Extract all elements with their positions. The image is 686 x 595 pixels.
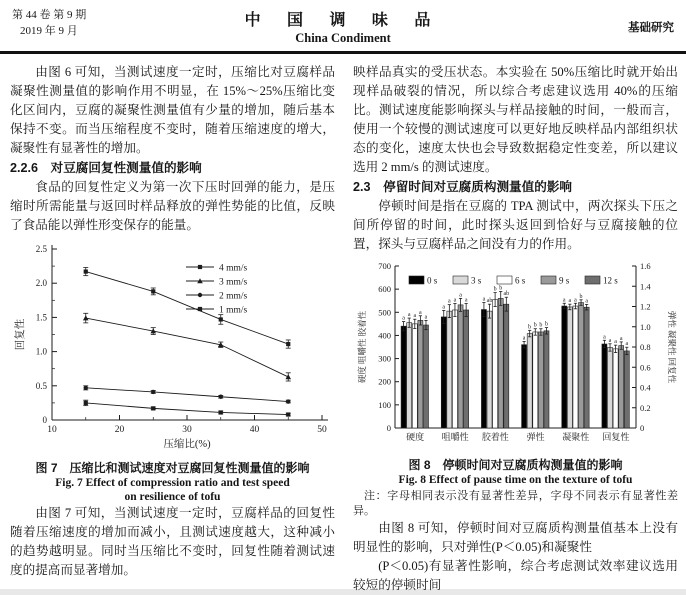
svg-text:400: 400 bbox=[378, 330, 391, 341]
svg-text:a: a bbox=[407, 312, 411, 319]
svg-text:a: a bbox=[608, 337, 612, 344]
figure7-caption-en2: on resilience of tofu bbox=[124, 491, 221, 503]
svg-text:a: a bbox=[459, 292, 462, 299]
svg-text:a: a bbox=[424, 314, 428, 321]
figure8-caption-en: Fig. 8 Effect of pause time on the texture of tofu bbox=[398, 474, 633, 486]
svg-text:a: a bbox=[453, 297, 457, 304]
svg-text:0: 0 bbox=[386, 423, 391, 433]
svg-text:a: a bbox=[625, 341, 629, 348]
section-heading-2-2-6: 2.2.6 对豆腐回复性测量值的影响 bbox=[10, 161, 202, 175]
svg-text:9 s: 9 s bbox=[559, 275, 570, 286]
svg-text:a: a bbox=[402, 315, 405, 322]
svg-text:b: b bbox=[493, 286, 497, 293]
svg-text:a: a bbox=[482, 296, 486, 303]
svg-text:4 mm/s: 4 mm/s bbox=[219, 263, 248, 274]
svg-text:b: b bbox=[579, 293, 583, 300]
paragraph: 停顿时间是指在豆腐的 TPA 测试中，两次探头下压之间所停留的时间，此时探头返回到恰好与豆腐接触的位置，探头与豆腐样品之间没有力的作用。 bbox=[353, 199, 678, 251]
svg-text:1.0: 1.0 bbox=[35, 346, 47, 357]
svg-text:回复性: 回复性 bbox=[15, 318, 26, 351]
svg-text:300: 300 bbox=[378, 353, 391, 364]
paragraph: 由图 6 可知，当测试速度一定时，压缩比对豆腐样品凝聚性测量值的影响作用不明显，在 15%～25%压缩比变化区间内，豆腐的凝聚性测量值有少量的增加，随后基本保持不变。而当压缩程度不变时，随着压缩速度的增大，凝聚性有显著性的增加。 bbox=[10, 65, 335, 155]
figure7-caption-cn: 图 7 压缩比和测试速度对豆腐回复性测量值的影响 bbox=[35, 461, 310, 475]
paragraph: 映样品真实的受压状态。本实验在 50%压缩比时就开始出现样品破裂的情况，所以综合考虑建议选用 40%的压缩比。测试速度能影响探头与样品接触的时间，一般而言，使用一个较慢的测试速度可以更好地反映样品内部组织状态的变化，速度太快也会导致数据稳定性变差，所以建议选用 2 mm/s 的测试速度。 bbox=[353, 65, 678, 174]
svg-text:a: a bbox=[419, 309, 422, 316]
svg-text:ab: ab bbox=[503, 291, 510, 298]
svg-text:0.2: 0.2 bbox=[640, 402, 651, 413]
svg-text:弹性 凝聚性 回复性: 弹性 凝聚性 回复性 bbox=[667, 310, 677, 384]
svg-text:1.0: 1.0 bbox=[640, 321, 651, 332]
svg-text:回复性: 回复性 bbox=[602, 432, 630, 442]
svg-text:1.2: 1.2 bbox=[640, 301, 651, 312]
svg-text:0.6: 0.6 bbox=[640, 362, 651, 373]
clipped-last-line bbox=[353, 557, 678, 592]
svg-text:12 s: 12 s bbox=[603, 275, 618, 286]
svg-text:1 mm/s: 1 mm/s bbox=[219, 305, 248, 316]
svg-text:0: 0 bbox=[640, 423, 645, 433]
svg-text:压缩比(%): 压缩比(%) bbox=[163, 439, 211, 450]
svg-text:0 s: 0 s bbox=[427, 275, 438, 286]
svg-text:胶着性: 胶着性 bbox=[481, 432, 509, 442]
svg-text:30: 30 bbox=[182, 425, 192, 435]
paragraph: 由图 7 可知，当测试速度一定时，豆腐样品的回复性随着压缩速度的增加而减小，且测试速度越大，这种减小的趋势越明显。同时当压缩比不变时，回复性随着测试速度的提高而显著增加。 bbox=[10, 506, 335, 577]
svg-text:1.5: 1.5 bbox=[35, 312, 47, 323]
left-column bbox=[10, 63, 335, 580]
svg-text:凝聚性: 凝聚性 bbox=[562, 432, 590, 442]
svg-text:2 mm/s: 2 mm/s bbox=[219, 291, 248, 302]
volume-issue: 第 44 卷 第 9 期 bbox=[12, 9, 87, 21]
svg-text:a: a bbox=[442, 304, 446, 311]
figure7-line-chart bbox=[10, 237, 335, 459]
svg-text:50: 50 bbox=[317, 425, 327, 435]
svg-text:a: a bbox=[574, 297, 577, 304]
svg-text:1.4: 1.4 bbox=[640, 281, 651, 292]
svg-text:a: a bbox=[568, 298, 572, 305]
section-label: 基础研究 bbox=[628, 22, 674, 34]
svg-text:b: b bbox=[499, 285, 503, 292]
svg-text:a: a bbox=[413, 313, 417, 320]
svg-text:a: a bbox=[464, 297, 468, 304]
svg-text:a: a bbox=[448, 298, 451, 305]
svg-text:a: a bbox=[522, 335, 526, 342]
svg-text:b: b bbox=[533, 322, 537, 329]
paragraph-partial: (P＜0.05)有显著性影响，综合考虑测试效率建议选用较短的停顿时间 bbox=[353, 559, 678, 592]
svg-text:0: 0 bbox=[42, 415, 47, 425]
svg-text:a: a bbox=[603, 334, 606, 341]
svg-text:2.0: 2.0 bbox=[35, 278, 47, 289]
svg-text:200: 200 bbox=[378, 376, 391, 387]
svg-text:a: a bbox=[614, 339, 617, 346]
svg-text:2.5: 2.5 bbox=[35, 244, 47, 254]
journal-title-en: China Condiment bbox=[295, 31, 391, 45]
svg-text:40: 40 bbox=[249, 425, 260, 435]
svg-text:100: 100 bbox=[378, 399, 391, 410]
paragraph: 由图 8 可知，停顿时间对豆腐质构测量值基本上没有明显性的影响，只对弹性(P＜0.05)和凝聚性 bbox=[353, 521, 678, 554]
svg-text:0.8: 0.8 bbox=[640, 342, 651, 352]
svg-text:b: b bbox=[539, 322, 543, 329]
svg-text:600: 600 bbox=[378, 284, 391, 295]
svg-text:10: 10 bbox=[47, 425, 57, 435]
figure8-note: 注：字母相同表示没有显著性差异，字母不同表示有显著性差异。 bbox=[353, 490, 678, 517]
figure8-caption-cn: 图 8 停顿时间对豆腐质构测量值的影响 bbox=[408, 458, 623, 472]
journal-title-cn: 中 国 调 味 品 bbox=[244, 12, 442, 29]
paragraph: 食品的回复性定义为第一次下压时回弹的能力，是压缩时所需能量与返回时样品释放的弹性势能的比值，反映了食品能以弹性形变保存的能量。 bbox=[10, 180, 335, 232]
svg-text:硬度 咀嚼性 胶着性: 硬度 咀嚼性 胶着性 bbox=[357, 310, 367, 384]
right-column bbox=[353, 63, 678, 592]
svg-text:a: a bbox=[585, 298, 588, 305]
svg-text:0.5: 0.5 bbox=[35, 380, 47, 391]
figure-8 bbox=[353, 256, 678, 456]
svg-text:500: 500 bbox=[378, 307, 391, 318]
figure8-bar-chart bbox=[353, 256, 678, 456]
svg-text:硬度: 硬度 bbox=[406, 432, 425, 442]
svg-text:0.4: 0.4 bbox=[640, 382, 651, 393]
issue-date: 2019 年 9 月 bbox=[20, 25, 78, 37]
page-header bbox=[0, 0, 686, 46]
svg-text:ab: ab bbox=[486, 298, 493, 305]
svg-text:3 mm/s: 3 mm/s bbox=[219, 277, 248, 288]
svg-text:6 s: 6 s bbox=[515, 275, 526, 286]
svg-text:1.6: 1.6 bbox=[640, 261, 651, 271]
svg-text:a: a bbox=[562, 297, 566, 304]
svg-text:弹性: 弹性 bbox=[526, 432, 545, 442]
svg-text:a: a bbox=[619, 335, 623, 342]
section-heading-2-3: 2.3 停留时间对豆腐质构测量值的影响 bbox=[353, 180, 573, 194]
svg-text:3 s: 3 s bbox=[471, 275, 482, 286]
header-volume-date bbox=[12, 7, 142, 39]
svg-text:b: b bbox=[528, 324, 532, 331]
figure7-caption-en: Fig. 7 Effect of compression ratio and test speed bbox=[55, 477, 290, 489]
two-column-body bbox=[0, 54, 686, 592]
svg-text:700: 700 bbox=[378, 261, 391, 271]
svg-text:咀嚼性: 咀嚼性 bbox=[441, 432, 469, 442]
figure-7 bbox=[10, 237, 335, 459]
journal-title-block bbox=[142, 7, 544, 46]
svg-text:b: b bbox=[544, 321, 548, 328]
svg-text:20: 20 bbox=[114, 425, 125, 435]
